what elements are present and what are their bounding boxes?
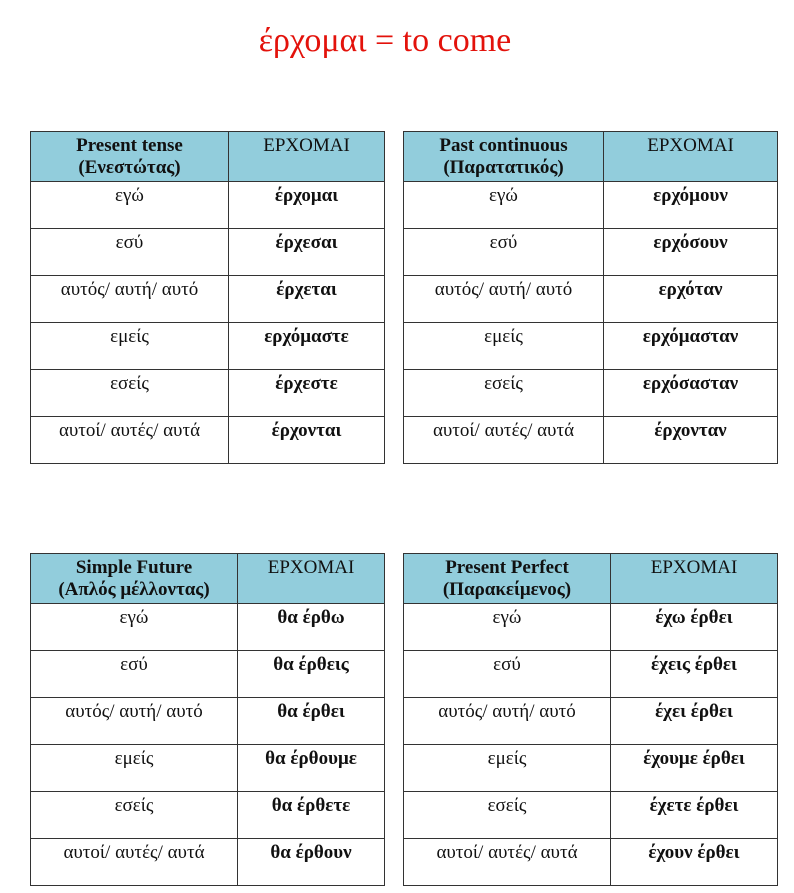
header-row (31, 554, 385, 604)
pronoun-cell: εμείς (31, 323, 229, 370)
table-row (31, 370, 385, 417)
verb-form-cell: ερχόμαστε (229, 323, 385, 370)
verb-form-cell: έχει έρθει (611, 698, 778, 745)
pronoun-cell: εγώ (31, 182, 229, 229)
table-row (404, 604, 778, 651)
tense-name-greek: (Παρακείμενος) (442, 579, 572, 600)
table-row (31, 745, 385, 792)
verb-form-cell: ερχόσασταν (604, 370, 778, 417)
table-row (31, 839, 385, 886)
verb-form-cell: έρχονται (229, 417, 385, 464)
tense-name: Present tense (76, 135, 183, 156)
verb-form-cell: θα έρθω (238, 604, 385, 651)
present-perfect-table (403, 553, 778, 886)
pronoun-cell: εμείς (404, 323, 604, 370)
header-row (404, 554, 778, 604)
pronoun-cell: εσείς (404, 792, 611, 839)
pronoun-cell: εσύ (31, 229, 229, 276)
table-row (404, 370, 778, 417)
verb-form-cell: έρχεστε (229, 370, 385, 417)
table-row (404, 276, 778, 323)
pronoun-cell: αυτός/ αυτή/ αυτό (31, 276, 229, 323)
pronoun-cell: αυτός/ αυτή/ αυτό (404, 698, 611, 745)
tense-name-greek: (Απλός μέλλοντας) (58, 579, 210, 600)
pronoun-cell: εμείς (404, 745, 611, 792)
tense-name-greek: (Ενεστώτας) (78, 157, 181, 178)
verb-form-cell: έρχομαι (229, 182, 385, 229)
verb-form-cell: ερχόταν (604, 276, 778, 323)
table-row (31, 182, 385, 229)
verb-form-cell: έχουμε έρθει (611, 745, 778, 792)
pronoun-cell: εσύ (404, 651, 611, 698)
tense-header (31, 554, 238, 604)
pronoun-cell: εσείς (31, 370, 229, 417)
verb-form-cell: θα έρθετε (238, 792, 385, 839)
pronoun-cell: εγώ (31, 604, 238, 651)
tense-name-greek: (Παρατατικός) (443, 157, 564, 178)
verb-form-cell: θα έρθει (238, 698, 385, 745)
tense-header (31, 132, 229, 182)
tense-name: Past continuous (439, 135, 568, 156)
table-row (31, 323, 385, 370)
table-row (404, 651, 778, 698)
table-row (404, 323, 778, 370)
tense-header (404, 132, 604, 182)
verb-form-cell: έχουν έρθει (611, 839, 778, 886)
verb-form-cell: θα έρθεις (238, 651, 385, 698)
verb-form-cell: έχω έρθει (611, 604, 778, 651)
header-row (31, 132, 385, 182)
past-continuous-table (403, 131, 778, 464)
pronoun-cell: εσείς (31, 792, 238, 839)
tense-name: Present Perfect (445, 557, 569, 578)
table-row (31, 229, 385, 276)
verb-form-cell: έχετε έρθει (611, 792, 778, 839)
verb-form-cell: θα έρθουμε (238, 745, 385, 792)
pronoun-cell: εγώ (404, 604, 611, 651)
pronoun-cell: αυτός/ αυτή/ αυτό (404, 276, 604, 323)
pronoun-cell: αυτοί/ αυτές/ αυτά (404, 839, 611, 886)
tense-name: Simple Future (75, 557, 193, 578)
table-row (404, 839, 778, 886)
verb-header: ΕΡΧΟΜΑΙ (611, 554, 778, 604)
page-title: έρχομαι = to come (258, 22, 512, 59)
tense-header (404, 554, 611, 604)
table-row (31, 417, 385, 464)
pronoun-cell: αυτοί/ αυτές/ αυτά (31, 839, 238, 886)
table-row (31, 651, 385, 698)
verb-form-cell: έρχεται (229, 276, 385, 323)
table-row (31, 276, 385, 323)
verb-form-cell: έρχεσαι (229, 229, 385, 276)
table-row (404, 229, 778, 276)
table-row (404, 792, 778, 839)
verb-header: ΕΡΧΟΜΑΙ (604, 132, 778, 182)
table-row (404, 417, 778, 464)
header-row (404, 132, 778, 182)
verb-form-cell: έρχονταν (604, 417, 778, 464)
pronoun-cell: εσύ (31, 651, 238, 698)
present-tense-table (30, 131, 385, 464)
verb-form-cell: ερχόμασταν (604, 323, 778, 370)
table-row (404, 182, 778, 229)
verb-form-cell: ερχόσουν (604, 229, 778, 276)
table-row (404, 745, 778, 792)
pronoun-cell: εσείς (404, 370, 604, 417)
verb-header: ΕΡΧΟΜΑΙ (229, 132, 385, 182)
pronoun-cell: αυτός/ αυτή/ αυτό (31, 698, 238, 745)
verb-form-cell: θα έρθουν (238, 839, 385, 886)
table-row (31, 698, 385, 745)
table-row (31, 604, 385, 651)
pronoun-cell: εμείς (31, 745, 238, 792)
table-row (404, 698, 778, 745)
pronoun-cell: αυτοί/ αυτές/ αυτά (404, 417, 604, 464)
verb-header: ΕΡΧΟΜΑΙ (238, 554, 385, 604)
verb-form-cell: έχεις έρθει (611, 651, 778, 698)
pronoun-cell: εσύ (404, 229, 604, 276)
pronoun-cell: αυτοί/ αυτές/ αυτά (31, 417, 229, 464)
pronoun-cell: εγώ (404, 182, 604, 229)
table-row (31, 792, 385, 839)
verb-form-cell: ερχόμουν (604, 182, 778, 229)
simple-future-table (30, 553, 385, 886)
